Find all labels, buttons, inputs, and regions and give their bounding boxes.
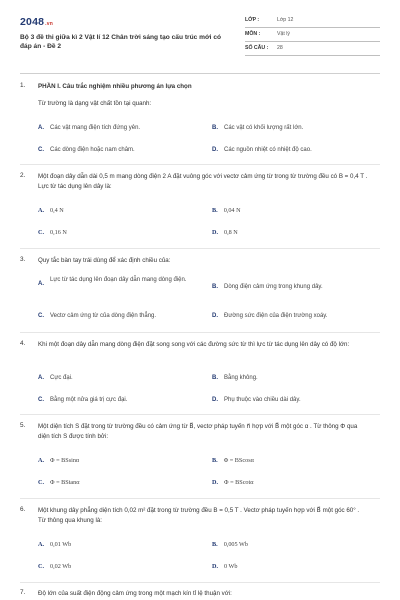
meta-socau-value: 28 <box>277 45 283 51</box>
option-b[interactable] <box>212 374 258 383</box>
option-label: B. <box>212 375 218 381</box>
option-c[interactable] <box>38 146 135 155</box>
option-label: B. <box>212 284 218 290</box>
question-text: Quy tắc bàn tay trái dùng để xác định chiều của: <box>38 257 171 264</box>
option-label: D. <box>212 479 219 486</box>
question-number: 7. <box>20 589 26 596</box>
option-text: Dòng điện cảm ứng trong khung dây. <box>224 284 323 290</box>
option-text: 0,16 N <box>50 229 67 236</box>
option-label: C. <box>38 397 44 403</box>
question-text: Độ lớn của suất điện động cảm ứng trong một mạch kín tỉ lệ thuận với: <box>38 590 232 597</box>
option-label: D. <box>212 563 219 570</box>
option-a[interactable] <box>38 276 208 285</box>
option-label: C. <box>38 229 45 236</box>
question-divider <box>20 582 380 583</box>
header-divider <box>20 73 380 74</box>
option-text: Vectơ cảm ứng từ của dòng điện thẳng. <box>50 313 157 319</box>
question-divider <box>20 332 380 333</box>
option-text: 0,005 Wb <box>223 541 248 548</box>
section-title: PHẦN I. Câu trắc nghiệm nhiều phương án lựa chọn <box>38 83 192 90</box>
option-label: B. <box>212 457 218 464</box>
question-divider <box>20 498 380 499</box>
logo-suffix: .vn <box>45 21 53 27</box>
meta-mon-label: MÔN : <box>245 31 261 37</box>
question-number: 4. <box>20 340 26 347</box>
exam-title: Bộ 3 đề thi giữa kì 2 Vật lí 12 Chân trời sáng tạo cấu trúc mới có đáp án - Đề 2 <box>20 34 222 50</box>
question-text: Một khung dây phẳng diện tích 0,02 m² đặt trong từ trường đều B = 0,5 T . Vectơ pháp tuyến hợp với B⃗ một góc 60° . Từ thông qua khung là: <box>38 507 360 524</box>
option-c[interactable] <box>38 312 156 321</box>
option-d[interactable] <box>212 146 312 155</box>
meta-lop-value: Lớp 12 <box>277 17 294 23</box>
option-label: B. <box>212 125 218 131</box>
option-label: A. <box>38 207 45 214</box>
option-label: C. <box>38 147 44 153</box>
meta-row-socau <box>245 42 380 56</box>
meta-mon-value: Vật lý <box>277 31 290 37</box>
option-text: Các dòng điện hoặc nam châm. <box>50 147 135 153</box>
option-text: Các nguồn nhiệt có nhiệt độ cao. <box>224 147 312 153</box>
site-logo[interactable] <box>20 16 53 28</box>
meta-lop-label: LỚP : <box>245 17 260 23</box>
option-text: 0,04 N <box>223 207 241 214</box>
question-divider <box>20 414 380 415</box>
option-b[interactable] <box>212 457 254 466</box>
option-label: D. <box>212 313 218 319</box>
option-b[interactable] <box>212 283 323 292</box>
option-a[interactable] <box>38 124 140 133</box>
option-text: 0,8 N <box>224 229 238 236</box>
option-a[interactable] <box>38 541 71 550</box>
option-text: Phụ thuộc vào chiều dài dây. <box>224 397 301 403</box>
question-number: 6. <box>20 506 26 513</box>
option-a[interactable] <box>38 457 79 466</box>
option-c[interactable] <box>38 479 80 488</box>
option-c[interactable] <box>38 396 127 405</box>
question-number: 3. <box>20 256 26 263</box>
option-label: C. <box>38 313 44 319</box>
option-d[interactable] <box>212 479 254 488</box>
question-text: Một đoạn dây dẫn dài 0,5 m mang dòng điện 2 A đặt vuông góc với vectơ cảm ứng từ trong từ trường đều có B = 0,4 T . Lực từ tác dụng lên dây là: <box>38 173 368 190</box>
exam-header <box>20 14 380 70</box>
option-text: 0,02 Wb <box>50 563 72 570</box>
option-label: C. <box>38 563 45 570</box>
option-text: 0,4 N <box>50 207 64 214</box>
option-text: Đường sức điện của điện trường xoáy. <box>224 313 328 319</box>
option-text: Các vật mang điện tích đứng yên. <box>50 125 141 131</box>
option-text: Cực đại. <box>50 375 73 381</box>
option-label: A. <box>38 375 44 381</box>
option-text: Bằng không. <box>224 375 258 381</box>
option-text: 0 Wb <box>224 563 238 570</box>
option-label: A. <box>38 125 44 131</box>
logo-main: 2048 <box>20 16 45 28</box>
option-text: Φ = BScosα <box>223 457 254 464</box>
meta-row-mon <box>245 28 380 42</box>
option-text: Φ = BScotα <box>224 479 254 486</box>
option-label: A. <box>38 281 44 287</box>
option-text: 0,01 Wb <box>50 541 72 548</box>
option-d[interactable] <box>212 229 238 238</box>
option-label: D. <box>212 229 219 236</box>
option-b[interactable] <box>212 207 241 216</box>
option-d[interactable] <box>212 563 237 572</box>
option-text: Φ = BStanα <box>50 479 80 486</box>
option-label: A. <box>38 457 45 464</box>
option-a[interactable] <box>38 207 64 216</box>
option-d[interactable] <box>212 312 328 321</box>
option-a[interactable] <box>38 374 73 383</box>
option-text: Φ = BSsinα <box>50 457 80 464</box>
option-label: D. <box>212 147 218 153</box>
option-text: Các vật có khối lượng rất lớn. <box>224 125 304 131</box>
question-divider <box>20 248 380 249</box>
question-number: 5. <box>20 422 26 429</box>
meta-socau-label: SỐ CÂU : <box>245 45 269 51</box>
option-text: Lực từ tác dụng lên đoạn dây dẫn mang dòng điện. <box>50 277 187 283</box>
question-text: Một diện tích S đặt trong từ trường đều có cảm ứng từ B⃗, vectơ pháp tuyến n⃗ hợp với B⃗ một góc α . Từ thông Φ qua diện tích S được tính bởi: <box>38 423 358 440</box>
exam-meta <box>245 14 380 56</box>
question-text: Khi một đoạn dây dẫn mang dòng điện đặt song song với các đường sức từ thì lực từ tác dụng lên dây có độ lớn: <box>38 341 350 348</box>
question-divider <box>20 164 380 165</box>
option-c[interactable] <box>38 563 71 572</box>
question-number: 2. <box>20 172 26 179</box>
option-label: B. <box>212 541 218 548</box>
question-text: Từ trường là dạng vật chất tồn tại quanh: <box>38 100 152 107</box>
option-b[interactable] <box>212 541 248 550</box>
question-number: 1. <box>20 82 26 89</box>
meta-row-lop <box>245 14 380 28</box>
option-label: C. <box>38 479 45 486</box>
option-label: A. <box>38 541 45 548</box>
option-b[interactable] <box>212 124 303 133</box>
option-d[interactable] <box>212 396 301 405</box>
option-label: B. <box>212 207 218 214</box>
option-label: D. <box>212 397 218 403</box>
option-c[interactable] <box>38 229 67 238</box>
option-text: Bằng một nửa giá trị cực đại. <box>50 397 128 403</box>
